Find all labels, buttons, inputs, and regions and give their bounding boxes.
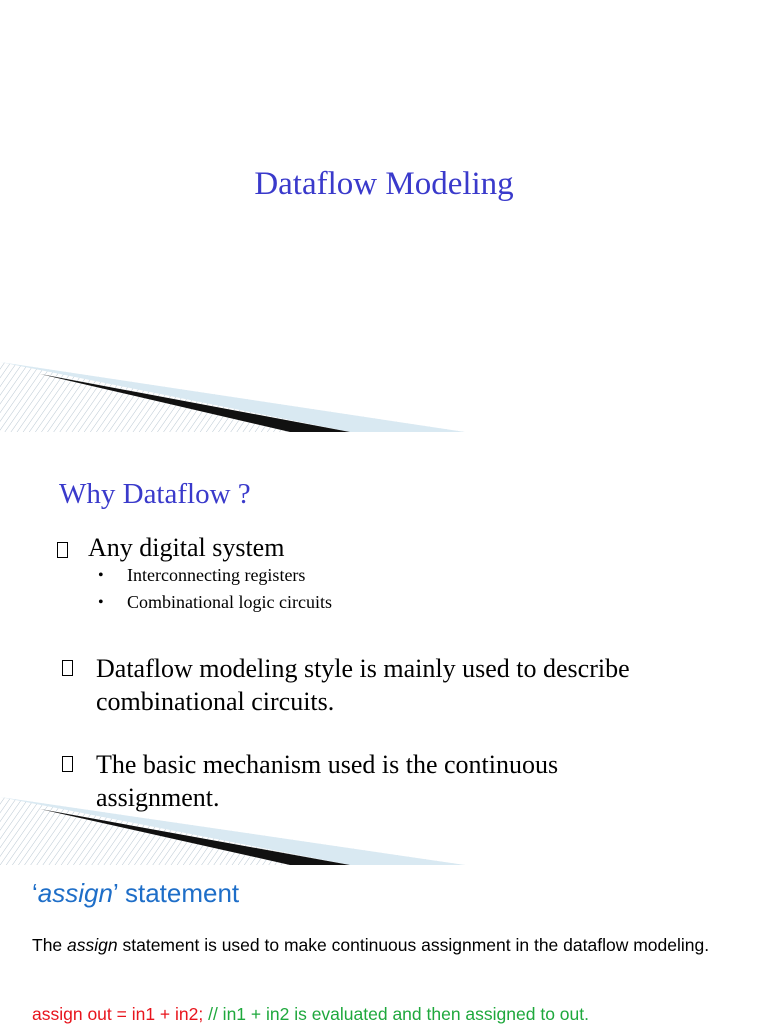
bullet-any-digital-system	[57, 533, 284, 563]
assign-keyword: assign	[37, 878, 113, 908]
square-bullet-icon	[57, 542, 68, 558]
dot-bullet-icon: •	[98, 593, 104, 611]
slide-title: Dataflow Modeling	[254, 166, 514, 202]
bullet-text: Any digital system	[88, 533, 285, 562]
assign-description: The assign statement is used to make continuous assignment in the dataflow modeling.	[32, 935, 710, 955]
square-bullet-icon	[62, 660, 73, 676]
slide-divider-swoosh	[0, 795, 470, 875]
square-bullet-icon	[62, 756, 73, 772]
code-example	[32, 1004, 589, 1025]
sub-bullet-text: Combinational logic circuits	[127, 592, 332, 612]
slide-heading-why-dataflow: Why Dataflow ?	[59, 478, 251, 510]
slide-divider-swoosh	[0, 360, 470, 440]
list-item	[98, 589, 332, 616]
sub-bullet-list	[98, 562, 332, 616]
bullet-text: Dataflow modeling style is mainly used to describe combinational circuits.	[96, 654, 630, 716]
code-comment: // in1 + in2 is evaluated and then assigned to out.	[208, 1004, 589, 1024]
code-statement: assign out = in1 + in2;	[32, 1004, 209, 1024]
list-item	[98, 562, 332, 589]
sub-bullet-text: Interconnecting registers	[127, 565, 306, 585]
dot-bullet-icon: •	[98, 566, 104, 584]
assign-keyword: assign	[67, 935, 118, 955]
bullet-dataflow-style	[62, 652, 682, 718]
bullet-text: The basic mechanism used is the continuous assignment.	[96, 750, 559, 812]
assign-statement-title: ‘assign’ statement	[32, 878, 240, 908]
